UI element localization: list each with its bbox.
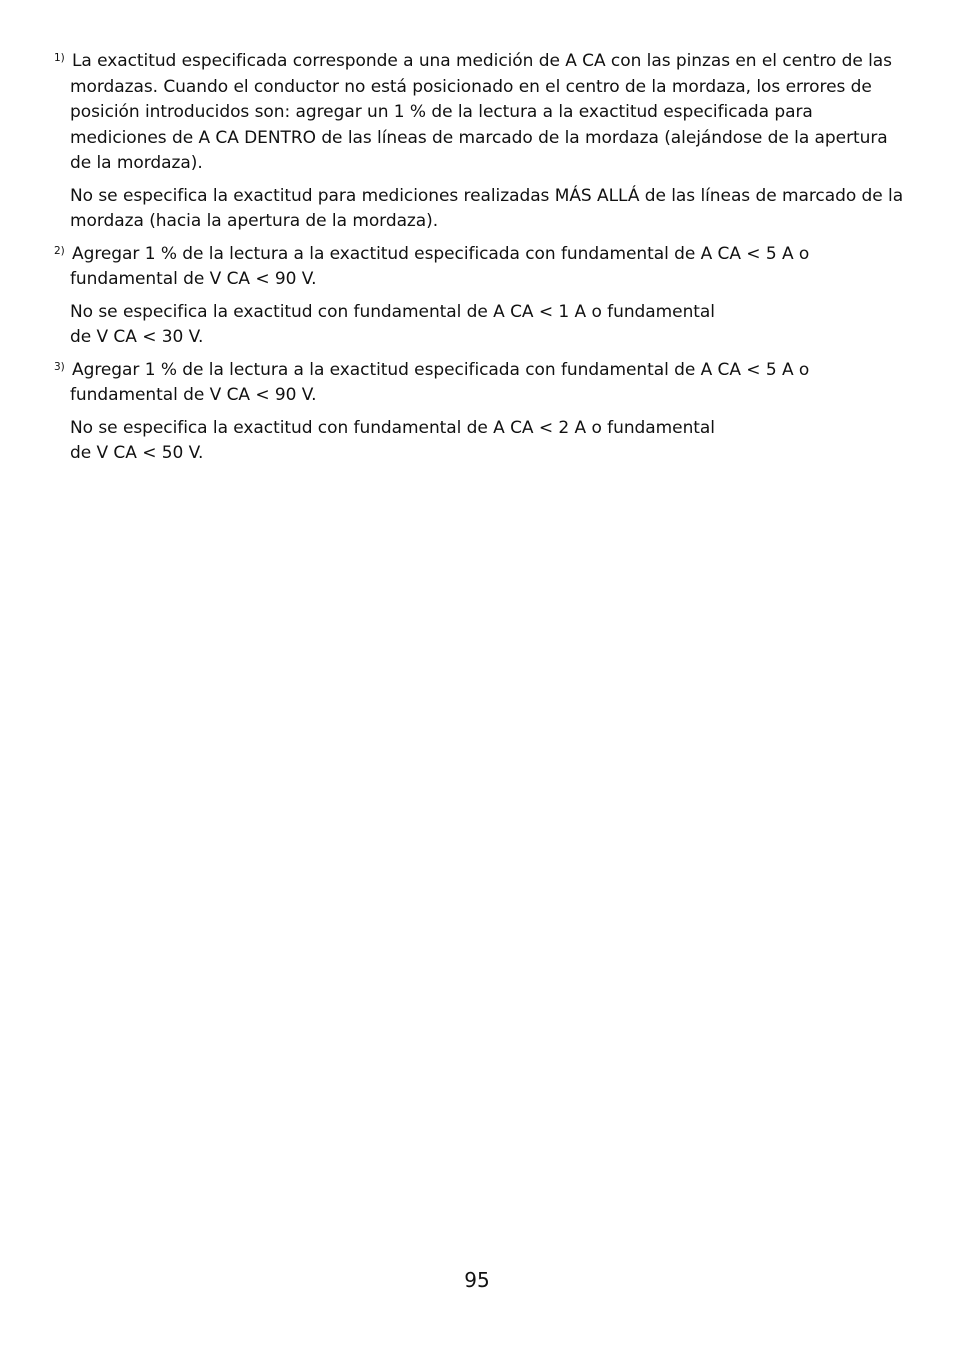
footnote-1 — [54, 49, 904, 235]
footnote-text: Agregar 1 % de la lectura a la exactitud especificada con fundamental de A CA < 5 A o fundamental de V CA < 90 V. — [70, 243, 810, 289]
footnote-marker: 2) — [54, 244, 65, 257]
footnote-marker: 1) — [54, 52, 65, 64]
footnote-text: La exactitud especificada corresponde a una medición de A CA con las pinzas en el centro de las mordazas. Cuando el conductor no está posicionado en el centro de la mordaza, los errores de posición introducidos son: agregar un 1 % de la lectura a la exactitud especificada para mediciones de A CA DENTRO de las líneas de marcado de la mordaza (alejándose de la apertura de la mordaza). — [70, 51, 892, 173]
footnote-text: No se especifica la exactitud con fundamental de A CA < 1 A o fundamental de V CA < 30 V. — [70, 301, 715, 347]
page-number: 95 — [464, 1268, 490, 1292]
footnote-text: No se especifica la exactitud para mediciones realizadas MÁS ALLÁ de las líneas de marcado de la mordaza (hacia la apertura de la mordaza). — [70, 185, 904, 231]
footnote-marker: 3) — [54, 360, 65, 373]
footnote-text: No se especifica la exactitud con fundamental de A CA < 2 A o fundamental de V CA < 50 V. — [70, 417, 715, 463]
footnote-list — [54, 49, 904, 474]
footnote-2 — [54, 242, 904, 351]
footnote-text: Agregar 1 % de la lectura a la exactitud especificada con fundamental de A CA < 5 A o fundamental de V CA < 90 V. — [70, 359, 810, 405]
footnote-3 — [54, 358, 904, 467]
